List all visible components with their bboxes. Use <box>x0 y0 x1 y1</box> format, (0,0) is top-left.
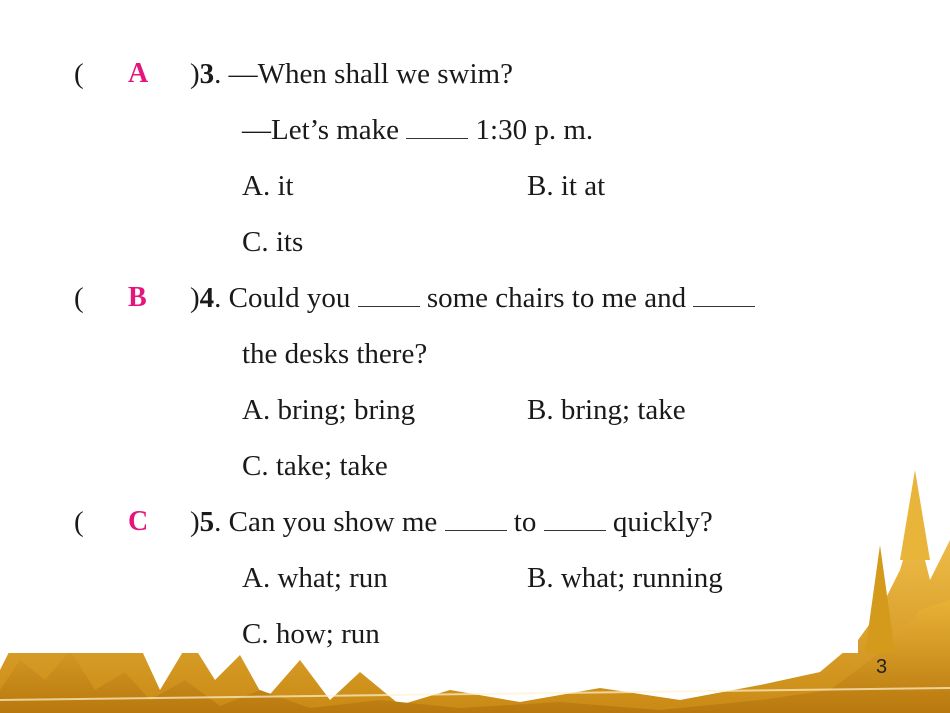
open-paren: ( <box>74 58 84 90</box>
answer-blank <box>406 116 468 139</box>
option-a: A. it <box>242 170 294 202</box>
question-stem-line2: the desks there? <box>242 338 428 370</box>
answer-q5: C <box>128 506 149 537</box>
question-number: 3 <box>199 58 215 90</box>
answer-blank <box>358 284 420 307</box>
question-number: 5 <box>199 506 215 538</box>
option-a: A. what; run <box>242 562 388 594</box>
option-b: B. bring; take <box>527 394 686 426</box>
question-number: 4 <box>199 282 215 314</box>
answer-blank <box>544 508 606 531</box>
option-c: C. take; take <box>242 450 388 482</box>
open-paren: ( <box>74 506 84 538</box>
answer-q4: B <box>128 282 147 313</box>
option-b: B. what; running <box>527 562 723 594</box>
question-stem: )4. Could you some chairs to me and <box>190 281 755 315</box>
answer-blank <box>445 508 507 531</box>
option-c: C. its <box>242 226 304 258</box>
option-a: A. bring; bring <box>242 394 416 426</box>
question-stem: )3. —When shall we swim? <box>190 58 513 90</box>
option-c: C. how; run <box>242 618 380 650</box>
open-paren: ( <box>74 282 84 314</box>
answer-blank <box>693 284 755 307</box>
question-stem: )5. Can you show me to quickly? <box>190 506 713 538</box>
question-stem-line2: —Let’s make 1:30 p. m. <box>242 114 594 146</box>
option-b: B. it at <box>527 170 606 202</box>
answer-q3: A <box>128 58 149 89</box>
page-number: 3 <box>876 656 888 678</box>
